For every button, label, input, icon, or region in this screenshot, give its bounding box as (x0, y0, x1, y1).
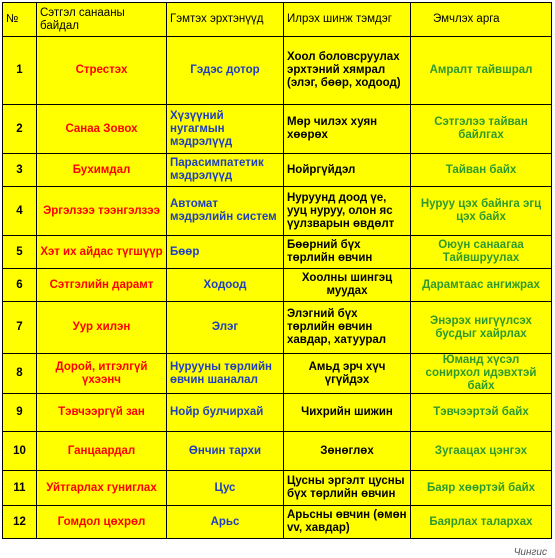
header-organ: Гэмтэх эрхтэнүүд (167, 3, 284, 37)
cause-cell: Хэт их айдас түгшүүр (37, 236, 167, 269)
row-number: 5 (3, 236, 37, 269)
row-number: 1 (3, 37, 37, 105)
cause-cell: Ганцаардал (37, 432, 167, 471)
symptom-cell: Арьсны өвчин (өмөн vv, хавдар) (284, 506, 411, 539)
treatment-cell: Баярлах талархах (411, 506, 552, 539)
treatment-cell: Баяр хөөртэй байх (411, 471, 552, 506)
emotion-organ-table (2, 2, 552, 539)
cause-cell: Стрестэх (37, 37, 167, 105)
header-symptom: Илрэх шинж тэмдэг (284, 3, 411, 37)
table-row (3, 236, 552, 269)
treatment-cell: Юманд хүсэл сонирхол идэвхтэй байх (411, 354, 552, 394)
treatment-cell: Сэтгэлээ тайван байлгах (411, 105, 552, 154)
symptom-cell: Бөөрний бүх төрлийн өвчин (284, 236, 411, 269)
table-row (3, 154, 552, 187)
organ-cell: Нойр булчирхай (167, 394, 284, 432)
organ-cell: Автомат мэдрэлийн систем (167, 187, 284, 236)
header-treatment: Эмчлэх арга (411, 3, 552, 37)
row-number: 9 (3, 394, 37, 432)
treatment-cell: Тайван байх (411, 154, 552, 187)
treatment-cell: Зугаацах цэнгэх (411, 432, 552, 471)
cause-cell: Санаа Зовох (37, 105, 167, 154)
organ-cell: Хүзүүний нугагмын мэдрэлүүд (167, 105, 284, 154)
symptom-cell: Цусны эргэлт цусны бүх төрлийн өвчин (284, 471, 411, 506)
symptom-cell: Нуруунд доод үе, ууц нуруу, олон яс үулзварын өвдөлт (284, 187, 411, 236)
organ-cell: Ходоод (167, 269, 284, 302)
table-row (3, 506, 552, 539)
organ-cell: Нурууны төрлийн өвчин шаналал (167, 354, 284, 394)
cause-cell: Уйтгарлах гуниглах (37, 471, 167, 506)
row-number: 3 (3, 154, 37, 187)
row-number: 12 (3, 506, 37, 539)
treatment-cell: Оюун санаагаа Тайвшруулах (411, 236, 552, 269)
symptom-cell: Мөр чилэх хуян хөөрөх (284, 105, 411, 154)
cause-cell: Сэтгэлийн дарамт (37, 269, 167, 302)
table-row (3, 354, 552, 394)
treatment-cell: Нуруу цэх байнга эгц цэх байх (411, 187, 552, 236)
treatment-cell: Амралт тайвшрал (411, 37, 552, 105)
organ-cell: Парасимпатетик мэдрэлүүд (167, 154, 284, 187)
organ-cell: Цус (167, 471, 284, 506)
table-row (3, 471, 552, 506)
symptom-cell: Элэгний бүх төрлийн өвчин хавдар, хатуурал (284, 302, 411, 354)
row-number: 11 (3, 471, 37, 506)
symptom-cell: Амьд эрч хүч үгүйдэх (284, 354, 411, 394)
row-number: 6 (3, 269, 37, 302)
symptom-cell: Чихрийн шижин (284, 394, 411, 432)
table-row (3, 394, 552, 432)
table-row (3, 302, 552, 354)
cause-cell: Эргэлзээ тээнгэлзээ (37, 187, 167, 236)
cause-cell: Дорой, итгэлгүй үхээнч (37, 354, 167, 394)
signature-text: Чингис (513, 547, 547, 558)
table-row (3, 37, 552, 105)
cause-cell: Уур хилэн (37, 302, 167, 354)
cause-cell: Гомдол цөхрөл (37, 506, 167, 539)
organ-cell: Өнчин тархи (167, 432, 284, 471)
symptom-cell: Хоол боловсруулах эрхтэний хямрал (элэг, бөөр, ходоод) (284, 37, 411, 105)
row-number: 7 (3, 302, 37, 354)
symptom-cell: Хоолны шингэц муудах (284, 269, 411, 302)
cause-cell: Тэвчээргүй зан (37, 394, 167, 432)
row-number: 2 (3, 105, 37, 154)
organ-cell: Арьс (167, 506, 284, 539)
organ-cell: Гэдэс дотор (167, 37, 284, 105)
row-number: 10 (3, 432, 37, 471)
treatment-cell: Тэвчээртэй байх (411, 394, 552, 432)
organ-cell: Бөөр (167, 236, 284, 269)
table-row (3, 269, 552, 302)
row-number: 8 (3, 354, 37, 394)
symptom-cell: Нойргүйдэл (284, 154, 411, 187)
organ-cell: Элэг (167, 302, 284, 354)
table-row (3, 432, 552, 471)
table-row (3, 105, 552, 154)
row-number: 4 (3, 187, 37, 236)
treatment-cell: Дарамтаас ангижрах (411, 269, 552, 302)
header-row (3, 3, 552, 37)
cause-cell: Бухимдал (37, 154, 167, 187)
header-cause: Сэтгэл санааны байдал (37, 3, 167, 37)
treatment-cell: Энэрэх нигүүлсэх бусдыг хайрлах (411, 302, 552, 354)
symptom-cell: Зөнөглөх (284, 432, 411, 471)
table-row (3, 187, 552, 236)
header-no: № (3, 3, 37, 37)
